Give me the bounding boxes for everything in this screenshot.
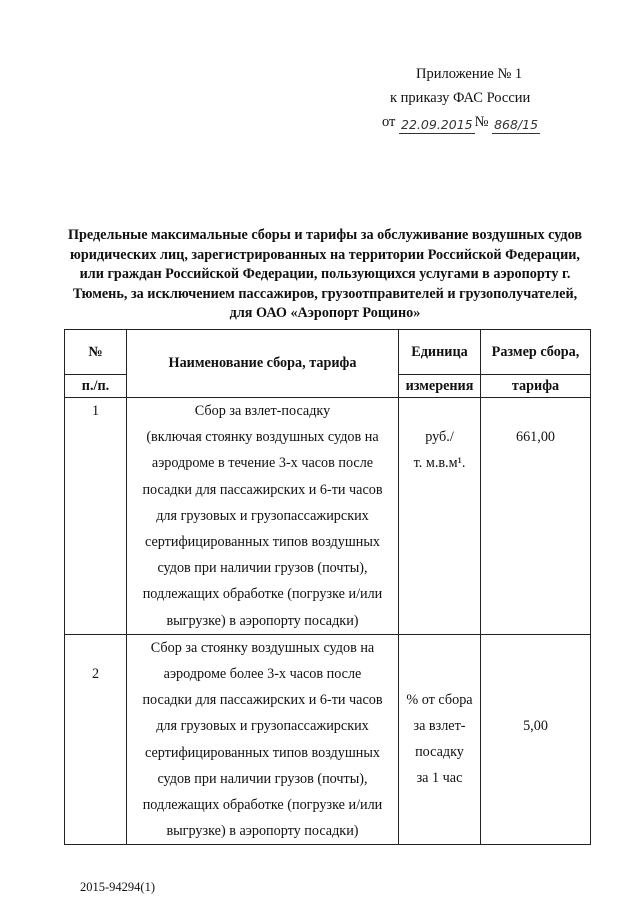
document-code: 2015-94294(1) <box>80 880 155 894</box>
handwritten-date: 22.09.2015 <box>401 117 473 132</box>
unit-line: посадку <box>415 744 464 761</box>
fee-name <box>127 398 399 635</box>
document-title: Предельные максимальные сборы и тарифы за обслуживание воздушных судов юридических лиц, зарегистрированных на территории Российской Федерации, или граждан Российской Федерации, пользующихся услугами в аэропорту г. Тюмень, за исключением пассажиров, грузоотправителей и грузополучателей, для ОАО «Аэропорт Рощино» <box>67 227 583 321</box>
fee-name-line: выгрузке) в аэропорту посадки) <box>166 823 359 840</box>
order-reference: к приказу ФАС России <box>390 90 531 106</box>
number-sign: № <box>474 114 489 130</box>
fee-name-line: Сбор за стоянку воздушных судов на <box>150 639 375 656</box>
header-num: № <box>65 330 127 375</box>
fee-name-line: аэродроме более 3-х часов после <box>163 666 362 683</box>
header-unit-sub: измерения <box>399 375 481 398</box>
unit-line: % от сбора <box>406 691 473 708</box>
fee-name-line: для грузовых и грузопассажирских <box>156 718 369 735</box>
table-row <box>65 634 591 845</box>
fee-name-line: сертифицированных типов воздушных <box>144 534 380 551</box>
unit-of-measure <box>399 634 481 845</box>
handwritten-order-number: 868/15 <box>494 117 539 132</box>
fee-name <box>127 634 399 845</box>
date-prefix: от <box>382 114 396 130</box>
unit-of-measure <box>399 398 481 635</box>
row-number: 2 <box>65 634 127 845</box>
unit-line: т. м.в.м¹. <box>413 455 466 472</box>
appendix-label: Приложение № 1 <box>416 66 523 82</box>
header-name: Наименование сбора, тарифа <box>127 330 399 398</box>
header-unit: Единица <box>399 330 481 375</box>
fee-name-line: подлежащих обработке (погрузке и/или <box>142 586 383 603</box>
table-row <box>65 398 591 635</box>
order-date-number <box>382 110 592 134</box>
row-number: 1 <box>65 398 127 635</box>
tariff-table <box>64 329 591 845</box>
fee-name-line: выгрузке) в аэропорту посадки) <box>166 612 359 629</box>
header-num-sub: п./п. <box>65 375 127 398</box>
fee-value: 5,00 <box>481 634 591 845</box>
fee-name-line: аэродроме в течение 3-х часов после <box>151 455 374 472</box>
fee-name-line: для грузовых и грузопассажирских <box>156 507 369 524</box>
fee-name-line: сертифицированных типов воздушных <box>144 744 380 761</box>
fee-name-line: судов при наличии грузов (почты), <box>157 560 368 577</box>
fee-name-line: судов при наличии грузов (почты), <box>157 770 368 787</box>
fee-name-line: посадки для пассажирских и 6-ти часов <box>142 692 383 709</box>
header-size-sub: тарифа <box>481 375 591 398</box>
fee-name-line: Сбор за взлет-посадку <box>194 403 331 419</box>
unit-line: руб./ <box>425 429 454 445</box>
fee-name-line: подлежащих обработке (погрузке и/или <box>142 797 383 814</box>
appendix-header <box>382 62 592 134</box>
unit-line: за 1 час <box>416 770 463 787</box>
unit-line: за взлет- <box>413 718 466 735</box>
fee-name-line: (включая стоянку воздушных судов на <box>146 429 379 446</box>
fee-name-line: посадки для пассажирских и 6-ти часов <box>142 481 383 498</box>
header-size: Размер сбора, <box>481 330 591 375</box>
fee-value: 661,00 <box>481 398 591 635</box>
